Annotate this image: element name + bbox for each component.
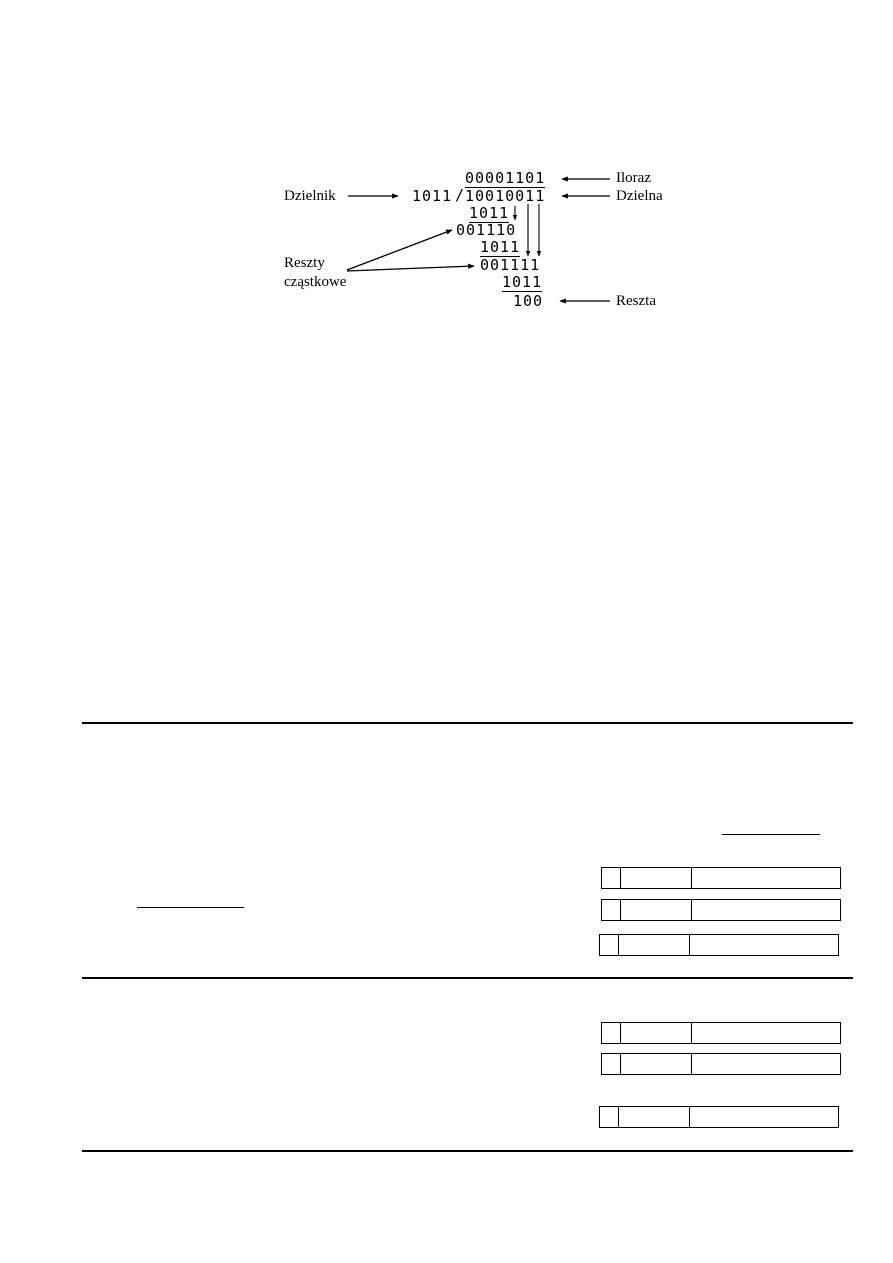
partial-remainder-1: 001110 xyxy=(456,221,517,239)
register-d-sign-cell xyxy=(602,1023,621,1043)
label-quotient: Iloraz xyxy=(616,170,651,186)
register-b-mantissa-cell xyxy=(692,900,840,920)
label-remainder: Reszta xyxy=(616,293,656,309)
step-subtrahend-1: 1011 xyxy=(469,204,510,222)
register-c-sign-cell xyxy=(600,935,619,955)
label-partial-remainders-1: Reszty xyxy=(284,255,325,271)
partial-remainder-2: 001111 xyxy=(480,256,541,274)
division-slash: / xyxy=(455,186,466,204)
register-e-sign-cell xyxy=(602,1054,621,1074)
register-f xyxy=(599,1106,839,1128)
register-d xyxy=(601,1022,841,1044)
register-a-sign-cell xyxy=(602,868,621,888)
divisor-value: 1011 xyxy=(412,187,453,205)
register-d-exponent-cell xyxy=(621,1023,692,1043)
register-a xyxy=(601,867,841,889)
arrow-partial-remainder-1 xyxy=(347,230,452,270)
register-f-mantissa-cell xyxy=(690,1107,838,1127)
quotient-value: 00001101 xyxy=(465,169,546,187)
section-divider-middle xyxy=(82,977,853,979)
answer-blank-left xyxy=(137,907,244,908)
register-e xyxy=(601,1053,841,1075)
register-b-exponent-cell xyxy=(621,900,692,920)
dividend-value: 10010011 xyxy=(465,187,546,205)
register-e-exponent-cell xyxy=(621,1054,692,1074)
arrow-partial-remainder-2 xyxy=(347,266,474,271)
register-c-exponent-cell xyxy=(619,935,690,955)
register-a-exponent-cell xyxy=(621,868,692,888)
register-b xyxy=(601,899,841,921)
answer-blank-right xyxy=(722,834,820,835)
step-subtrahend-3: 1011 xyxy=(502,273,543,291)
section-divider-top xyxy=(82,722,853,724)
register-c-mantissa-cell xyxy=(690,935,838,955)
register-e-mantissa-cell xyxy=(692,1054,840,1074)
register-f-sign-cell xyxy=(600,1107,619,1127)
register-d-mantissa-cell xyxy=(692,1023,840,1043)
remainder-value: 100 xyxy=(513,292,544,310)
label-partial-remainders-2: cząstkowe xyxy=(284,274,347,290)
label-dividend: Dzielna xyxy=(616,188,663,204)
step-subtrahend-2: 1011 xyxy=(480,238,521,256)
section-divider-bottom xyxy=(82,1150,853,1152)
register-c xyxy=(599,934,839,956)
label-divisor: Dzielnik xyxy=(284,188,336,204)
register-a-mantissa-cell xyxy=(692,868,840,888)
register-f-exponent-cell xyxy=(619,1107,690,1127)
register-b-sign-cell xyxy=(602,900,621,920)
